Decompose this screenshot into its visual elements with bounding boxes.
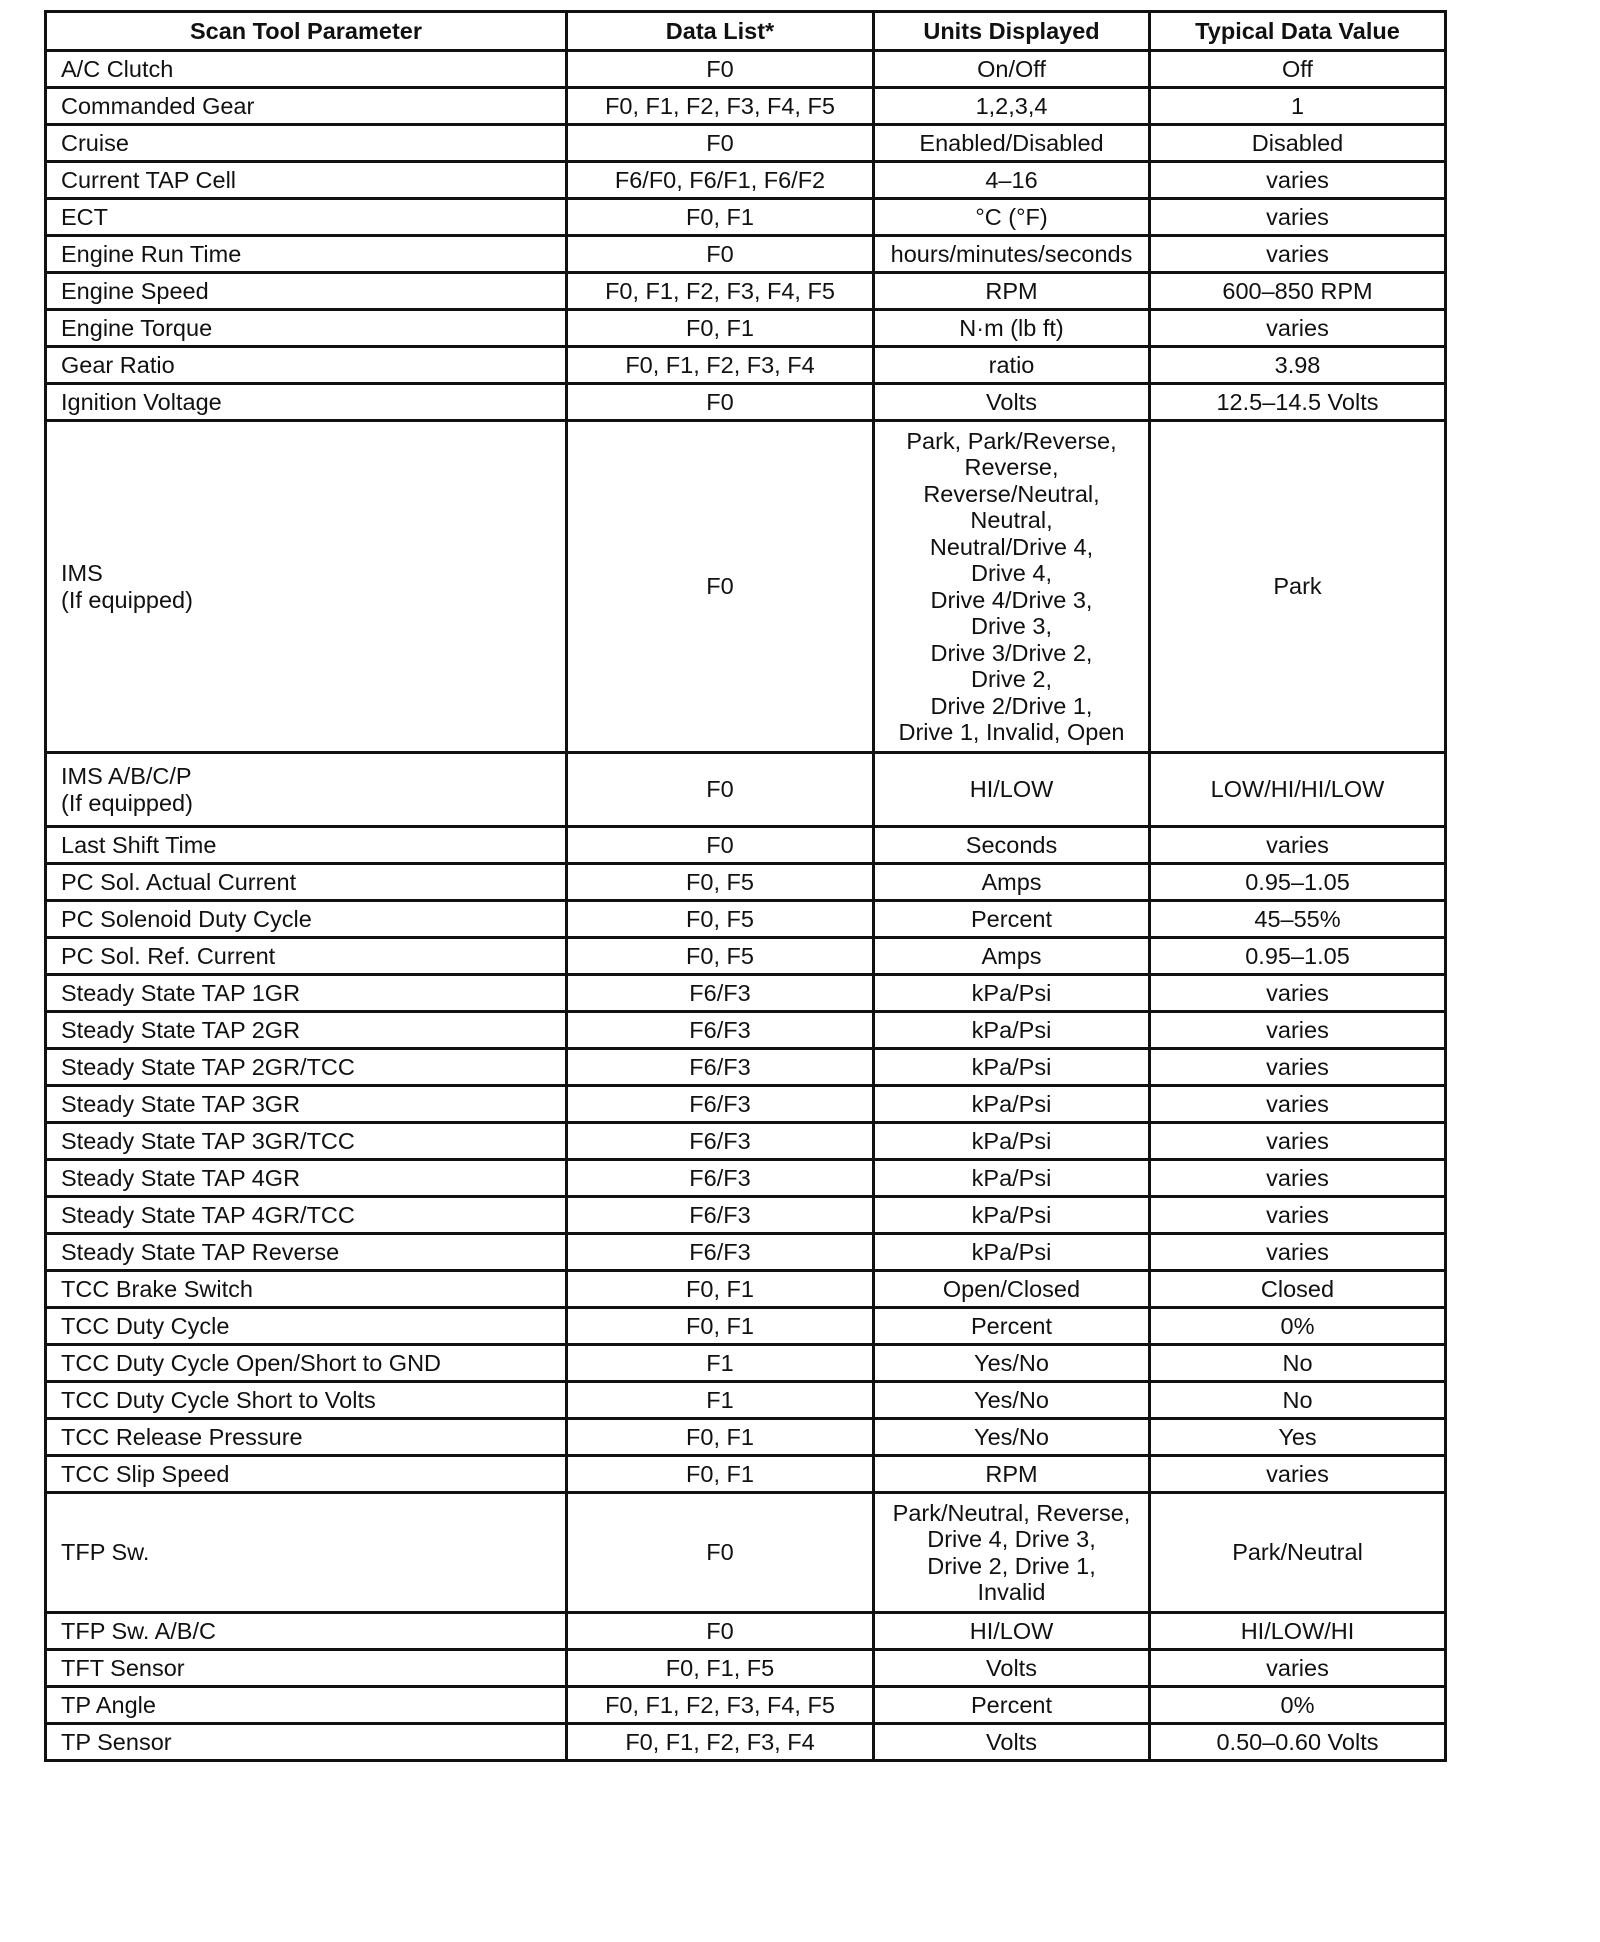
cell-data-list: F0, F1 <box>567 1271 874 1308</box>
cell-parameter <box>46 1419 567 1456</box>
parameter-name: TFP Sw. <box>61 1539 150 1566</box>
table-row <box>46 1123 1446 1160</box>
cell-typical-value: varies <box>1150 1456 1446 1493</box>
table-row <box>46 162 1446 199</box>
parameter-name: PC Solenoid Duty Cycle <box>61 905 312 932</box>
header-scan-tool-parameter: Scan Tool Parameter <box>46 12 567 51</box>
table-row <box>46 1197 1446 1234</box>
cell-data-list: F6/F3 <box>567 1049 874 1086</box>
table-row <box>46 938 1446 975</box>
parameter-name: Steady State TAP 3GR/TCC <box>61 1127 355 1154</box>
cell-parameter <box>46 1308 567 1345</box>
parameter-name: TCC Slip Speed <box>61 1460 230 1487</box>
table-row <box>46 310 1446 347</box>
cell-typical-value: Disabled <box>1150 125 1446 162</box>
table-row <box>46 51 1446 88</box>
parameter-name: Engine Speed <box>61 277 209 304</box>
table-row <box>46 236 1446 273</box>
parameter-name: TP Sensor <box>61 1728 172 1755</box>
parameter-name: PC Sol. Actual Current <box>61 868 297 895</box>
table-row <box>46 1049 1446 1086</box>
parameter-name: Steady State TAP 1GR <box>61 979 301 1006</box>
table-row <box>46 1308 1446 1345</box>
parameter-name: TCC Duty Cycle Short to Volts <box>61 1386 376 1413</box>
cell-typical-value: varies <box>1150 1234 1446 1271</box>
cell-data-list: F0 <box>567 1613 874 1650</box>
cell-units-displayed: RPM <box>874 273 1150 310</box>
cell-data-list: F0, F1, F2, F3, F4, F5 <box>567 273 874 310</box>
parameter-note: (If equipped) <box>61 789 193 816</box>
cell-typical-value: 0% <box>1150 1687 1446 1724</box>
cell-data-list: F0, F5 <box>567 938 874 975</box>
units-line: Drive 3/Drive 2, <box>930 639 1093 666</box>
parameter-name: IMS A/B/C/P <box>61 763 192 789</box>
cell-units-displayed: 1,2,3,4 <box>874 88 1150 125</box>
cell-units-displayed: kPa/Psi <box>874 1197 1150 1234</box>
cell-units-displayed: On/Off <box>874 51 1150 88</box>
cell-data-list: F0 <box>567 1493 874 1613</box>
header-units-displayed: Units Displayed <box>874 12 1150 51</box>
cell-data-list: F0, F1 <box>567 1456 874 1493</box>
parameter-name: Cruise <box>61 129 129 156</box>
cell-data-list: F1 <box>567 1345 874 1382</box>
cell-parameter <box>46 753 567 827</box>
parameter-name: Steady State TAP 4GR <box>61 1164 301 1191</box>
cell-units-displayed: kPa/Psi <box>874 1012 1150 1049</box>
cell-units-displayed: Amps <box>874 938 1150 975</box>
cell-data-list: F0 <box>567 384 874 421</box>
cell-data-list: F0, F5 <box>567 864 874 901</box>
cell-units-displayed: RPM <box>874 1456 1150 1493</box>
table-body <box>46 51 1446 1761</box>
table-row <box>46 1160 1446 1197</box>
cell-typical-value: No <box>1150 1345 1446 1382</box>
cell-units-displayed <box>874 1493 1150 1613</box>
parameter-name: Steady State TAP Reverse <box>61 1238 340 1265</box>
units-line: Drive 4, Drive 3, <box>927 1526 1096 1552</box>
cell-data-list: F6/F3 <box>567 1123 874 1160</box>
cell-typical-value: Closed <box>1150 1271 1446 1308</box>
cell-parameter <box>46 1687 567 1724</box>
cell-units-displayed: Yes/No <box>874 1345 1150 1382</box>
cell-parameter <box>46 1049 567 1086</box>
units-line: Drive 4/Drive 3, <box>930 586 1093 613</box>
parameter-name: TCC Duty Cycle Open/Short to GND <box>61 1349 442 1376</box>
cell-data-list: F6/F3 <box>567 975 874 1012</box>
cell-units-displayed: N·m (lb ft) <box>874 310 1150 347</box>
cell-units-displayed: Yes/No <box>874 1382 1150 1419</box>
table-row <box>46 199 1446 236</box>
cell-typical-value: Off <box>1150 51 1446 88</box>
table-row <box>46 125 1446 162</box>
cell-parameter <box>46 975 567 1012</box>
table-row <box>46 753 1446 827</box>
cell-parameter <box>46 1456 567 1493</box>
cell-typical-value: varies <box>1150 1086 1446 1123</box>
cell-parameter <box>46 1160 567 1197</box>
parameter-name: IMS <box>61 560 103 586</box>
cell-units-displayed: kPa/Psi <box>874 1123 1150 1160</box>
cell-parameter <box>46 1382 567 1419</box>
cell-data-list: F6/F3 <box>567 1234 874 1271</box>
parameter-name: Last Shift Time <box>61 831 217 858</box>
cell-typical-value: 0% <box>1150 1308 1446 1345</box>
cell-typical-value: No <box>1150 1382 1446 1419</box>
cell-parameter <box>46 827 567 864</box>
cell-typical-value: 0.50–0.60 Volts <box>1150 1724 1446 1761</box>
cell-parameter <box>46 938 567 975</box>
cell-typical-value: varies <box>1150 199 1446 236</box>
cell-typical-value: varies <box>1150 975 1446 1012</box>
cell-data-list: F0, F1, F2, F3, F4, F5 <box>567 88 874 125</box>
cell-data-list: F0 <box>567 51 874 88</box>
parameter-name: Commanded Gear <box>61 92 255 119</box>
cell-data-list: F6/F3 <box>567 1012 874 1049</box>
units-line: Park/Neutral, Reverse, <box>892 1499 1131 1526</box>
table-row <box>46 1234 1446 1271</box>
parameter-name: Steady State TAP 2GR <box>61 1016 301 1043</box>
table-row <box>46 1012 1446 1049</box>
table-row <box>46 347 1446 384</box>
parameter-name: PC Sol. Ref. Current <box>61 942 276 969</box>
cell-units-displayed: Seconds <box>874 827 1150 864</box>
cell-typical-value: varies <box>1150 827 1446 864</box>
table-row <box>46 1086 1446 1123</box>
units-line: Drive 4, <box>971 560 1052 586</box>
units-line: Drive 2, <box>971 666 1052 692</box>
table-row <box>46 421 1446 753</box>
cell-units-displayed: Percent <box>874 1308 1150 1345</box>
cell-parameter <box>46 1234 567 1271</box>
table-row <box>46 1687 1446 1724</box>
cell-parameter <box>46 199 567 236</box>
cell-typical-value: varies <box>1150 162 1446 199</box>
cell-units-displayed: kPa/Psi <box>874 1160 1150 1197</box>
cell-units-displayed: 4–16 <box>874 162 1150 199</box>
cell-data-list: F6/F3 <box>567 1086 874 1123</box>
cell-typical-value: Park/Neutral <box>1150 1493 1446 1613</box>
cell-data-list: F0, F1 <box>567 199 874 236</box>
cell-data-list: F0, F1, F2, F3, F4, F5 <box>567 1687 874 1724</box>
table-row <box>46 827 1446 864</box>
cell-units-displayed: Volts <box>874 384 1150 421</box>
units-line: Park, Park/Reverse, <box>906 427 1117 454</box>
cell-typical-value: 45–55% <box>1150 901 1446 938</box>
cell-units-displayed: kPa/Psi <box>874 975 1150 1012</box>
parameter-name: TP Angle <box>61 1691 156 1718</box>
cell-units-displayed: Volts <box>874 1650 1150 1687</box>
cell-units-displayed: ratio <box>874 347 1150 384</box>
cell-parameter <box>46 1613 567 1650</box>
cell-data-list: F0 <box>567 236 874 273</box>
parameter-name: TCC Duty Cycle <box>61 1312 230 1339</box>
cell-units-displayed: Percent <box>874 901 1150 938</box>
header-data-list: Data List* <box>567 12 874 51</box>
units-line: Neutral, <box>970 507 1053 533</box>
cell-parameter <box>46 1086 567 1123</box>
cell-typical-value: LOW/HI/HI/LOW <box>1150 753 1446 827</box>
cell-data-list: F0, F1 <box>567 310 874 347</box>
cell-parameter <box>46 236 567 273</box>
cell-typical-value: varies <box>1150 1650 1446 1687</box>
cell-data-list: F0 <box>567 421 874 753</box>
table-row <box>46 1345 1446 1382</box>
parameter-name: Current TAP Cell <box>61 166 237 193</box>
cell-data-list: F6/F3 <box>567 1160 874 1197</box>
parameter-name: TFT Sensor <box>61 1654 185 1681</box>
parameter-name: Steady State TAP 4GR/TCC <box>61 1201 355 1228</box>
cell-typical-value: varies <box>1150 310 1446 347</box>
parameter-note: (If equipped) <box>61 586 193 613</box>
cell-typical-value: varies <box>1150 1160 1446 1197</box>
parameter-name: A/C Clutch <box>61 55 174 82</box>
cell-parameter <box>46 1012 567 1049</box>
cell-parameter <box>46 421 567 753</box>
parameter-name: TCC Release Pressure <box>61 1423 303 1450</box>
parameter-name: Gear Ratio <box>61 351 175 378</box>
cell-typical-value: 0.95–1.05 <box>1150 938 1446 975</box>
table-row <box>46 1271 1446 1308</box>
cell-units-displayed: kPa/Psi <box>874 1234 1150 1271</box>
cell-units-displayed <box>874 421 1150 753</box>
parameter-name: Engine Torque <box>61 314 213 341</box>
cell-parameter <box>46 864 567 901</box>
table-row <box>46 901 1446 938</box>
table-row <box>46 384 1446 421</box>
cell-parameter <box>46 901 567 938</box>
cell-units-displayed: kPa/Psi <box>874 1086 1150 1123</box>
cell-parameter <box>46 88 567 125</box>
header-typical-data-value: Typical Data Value <box>1150 12 1446 51</box>
cell-typical-value: varies <box>1150 1197 1446 1234</box>
cell-data-list: F0 <box>567 827 874 864</box>
parameter-name: Steady State TAP 2GR/TCC <box>61 1053 355 1080</box>
cell-units-displayed: Open/Closed <box>874 1271 1150 1308</box>
cell-units-displayed: kPa/Psi <box>874 1049 1150 1086</box>
scan-tool-data-table <box>44 10 1447 1762</box>
cell-parameter <box>46 1650 567 1687</box>
units-line: Reverse, <box>964 454 1059 480</box>
cell-data-list: F0, F1, F2, F3, F4 <box>567 1724 874 1761</box>
units-line: Drive 2/Drive 1, <box>930 692 1093 719</box>
table-row <box>46 1613 1446 1650</box>
cell-data-list: F0, F1, F2, F3, F4 <box>567 347 874 384</box>
cell-data-list: F0 <box>567 125 874 162</box>
cell-typical-value: varies <box>1150 1012 1446 1049</box>
parameter-name: Ignition Voltage <box>61 388 222 415</box>
parameter-name: Engine Run Time <box>61 240 242 267</box>
cell-typical-value: Yes <box>1150 1419 1446 1456</box>
cell-units-displayed: Enabled/Disabled <box>874 125 1150 162</box>
cell-parameter <box>46 125 567 162</box>
parameter-name: TCC Brake Switch <box>61 1275 253 1302</box>
cell-parameter <box>46 1271 567 1308</box>
cell-parameter <box>46 1123 567 1160</box>
cell-typical-value: 1 <box>1150 88 1446 125</box>
table-row <box>46 1493 1446 1613</box>
table-header-row <box>46 12 1446 51</box>
cell-parameter <box>46 162 567 199</box>
cell-data-list: F6/F3 <box>567 1197 874 1234</box>
cell-parameter <box>46 310 567 347</box>
table-row <box>46 1724 1446 1761</box>
cell-data-list: F6/F0, F6/F1, F6/F2 <box>567 162 874 199</box>
units-line: Drive 3, <box>971 613 1052 639</box>
table-row <box>46 975 1446 1012</box>
cell-parameter <box>46 273 567 310</box>
parameter-name: ECT <box>61 203 108 230</box>
table-row <box>46 88 1446 125</box>
cell-typical-value: varies <box>1150 1049 1446 1086</box>
table-row <box>46 1382 1446 1419</box>
cell-units-displayed: Volts <box>874 1724 1150 1761</box>
table-row <box>46 864 1446 901</box>
cell-units-displayed: HI/LOW <box>874 753 1150 827</box>
table-row <box>46 1650 1446 1687</box>
cell-parameter <box>46 384 567 421</box>
units-line: Drive 1, Invalid, Open <box>898 719 1125 745</box>
cell-data-list: F0, F5 <box>567 901 874 938</box>
table-row <box>46 1456 1446 1493</box>
cell-units-displayed: °C (°F) <box>874 199 1150 236</box>
cell-typical-value: HI/LOW/HI <box>1150 1613 1446 1650</box>
cell-data-list: F1 <box>567 1382 874 1419</box>
cell-units-displayed: Amps <box>874 864 1150 901</box>
cell-typical-value: Park <box>1150 421 1446 753</box>
cell-units-displayed: Percent <box>874 1687 1150 1724</box>
cell-parameter <box>46 347 567 384</box>
units-line: Neutral/Drive 4, <box>929 533 1094 560</box>
cell-typical-value: 600–850 RPM <box>1150 273 1446 310</box>
cell-data-list: F0, F1, F5 <box>567 1650 874 1687</box>
cell-typical-value: varies <box>1150 1123 1446 1160</box>
units-line: Drive 2, Drive 1, <box>927 1552 1096 1579</box>
cell-parameter <box>46 1345 567 1382</box>
cell-units-displayed: hours/minutes/seconds <box>874 236 1150 273</box>
cell-typical-value: varies <box>1150 236 1446 273</box>
parameter-name: Steady State TAP 3GR <box>61 1090 301 1117</box>
parameter-name: TFP Sw. A/B/C <box>61 1617 216 1644</box>
cell-parameter <box>46 1493 567 1613</box>
cell-parameter <box>46 1197 567 1234</box>
table-row <box>46 1419 1446 1456</box>
cell-parameter <box>46 1724 567 1761</box>
cell-data-list: F0 <box>567 753 874 827</box>
cell-units-displayed: Yes/No <box>874 1419 1150 1456</box>
cell-data-list: F0, F1 <box>567 1419 874 1456</box>
cell-parameter <box>46 51 567 88</box>
cell-units-displayed: HI/LOW <box>874 1613 1150 1650</box>
units-line: Reverse/Neutral, <box>923 480 1100 507</box>
table-row <box>46 273 1446 310</box>
cell-typical-value: 3.98 <box>1150 347 1446 384</box>
cell-typical-value: 0.95–1.05 <box>1150 864 1446 901</box>
cell-typical-value: 12.5–14.5 Volts <box>1150 384 1446 421</box>
cell-data-list: F0, F1 <box>567 1308 874 1345</box>
units-line: Invalid <box>977 1579 1046 1605</box>
